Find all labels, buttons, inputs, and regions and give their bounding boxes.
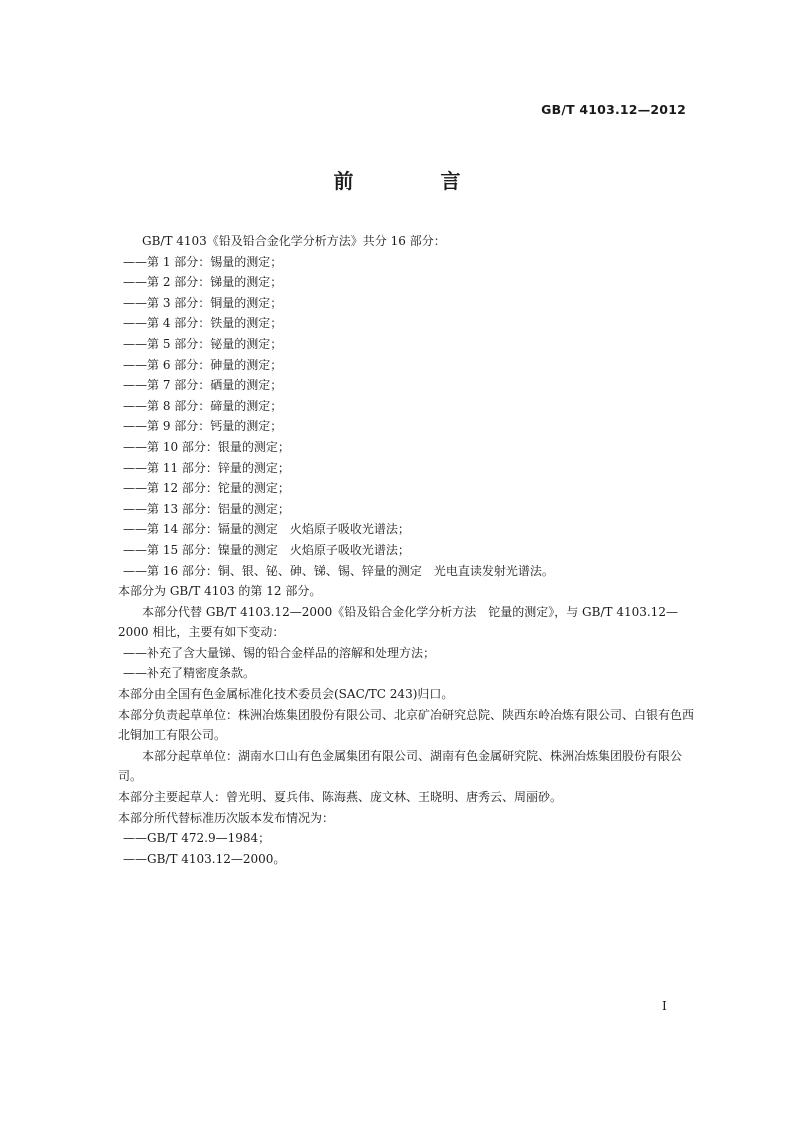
- proposed-by-paragraph: 本部分由全国有色金属标准化技术委员会(SAC/TC 243)归口。: [118, 687, 454, 702]
- history-list-item: ——GB/T 4103.12—2000。: [123, 851, 286, 866]
- part-list-item: ——第 5 部分：铋量的测定；: [123, 336, 283, 351]
- part-list-item: ——第 13 部分：铝量的测定；: [123, 501, 290, 516]
- change-list-item: ——补充了精密度条款。: [123, 666, 256, 681]
- part-list-item: ——第 11 部分：锌量的测定；: [123, 460, 290, 475]
- part-list-item: ——第 10 部分：银量的测定；: [123, 439, 290, 454]
- foreword-body: [118, 231, 694, 869]
- page-title: 前 言: [333, 169, 501, 193]
- change-list-item: ——补充了含大量锑、锡的铅合金样品的溶解和处理方法；: [123, 645, 436, 660]
- part-list-item: ——第 6 部分：砷量的测定；: [123, 357, 283, 372]
- part-list-item: ——第 7 部分：硒量的测定；: [123, 378, 283, 393]
- part-list-item: ——第 8 部分：碲量的测定；: [123, 398, 283, 413]
- intro-paragraph: GB/T 4103《铅及铅合金化学分析方法》共分 16 部分：: [142, 234, 446, 248]
- part-list-item: ——第 4 部分：铁量的测定；: [123, 316, 283, 331]
- part-list-item: ——第 2 部分：锑量的测定；: [123, 275, 283, 290]
- drafters-paragraph: 本部分主要起草人：曾光明、夏兵伟、陈海燕、庞文林、王晓明、唐秀云、周丽砂。: [118, 790, 563, 805]
- part-list-item: ——第 3 部分：铜量的测定；: [123, 295, 283, 310]
- history-list-item: ——GB/T 472.9—1984；: [123, 831, 271, 846]
- part-list-item: ——第 14 部分：镉量的测定 火焰原子吸收光谱法；: [123, 522, 410, 537]
- responsible-units-paragraph: 本部分负责起草单位：株洲冶炼集团股份有限公司、北京矿冶研究总院、陕西东岭冶炼有限公司、白银有色西北铜加工有限公司。: [118, 707, 695, 743]
- part-list-item: ——第 9 部分：钙量的测定；: [123, 419, 283, 434]
- part-list-item: ——第 16 部分：铜、银、铋、砷、锑、锡、锌量的测定 光电直读发射光谱法。: [123, 563, 554, 578]
- part-list-item: ——第 1 部分：锡量的测定；: [123, 254, 283, 269]
- part-list-item: ——第 12 部分：铊量的测定；: [123, 481, 290, 496]
- page-number: I: [662, 999, 667, 1013]
- drafting-units-paragraph: 本部分起草单位：湖南水口山有色金属集团有限公司、湖南有色金属研究院、株洲冶炼集团股份有限公司。: [118, 748, 683, 784]
- replaces-paragraph: 本部分代替 GB/T 4103.12—2000《铅及铅合金化学分析方法 铊量的测定》，与 GB/T 4103.12—2000 相比，主要有如下变动：: [118, 604, 678, 640]
- this-part-paragraph: 本部分为 GB/T 4103 的第 12 部分。: [118, 584, 322, 599]
- part-list-item: ——第 15 部分：镍量的测定 火焰原子吸收光谱法；: [123, 542, 410, 557]
- history-intro-paragraph: 本部分所代替标准历次版本发布情况为：: [118, 810, 335, 825]
- standard-number: GB/T 4103.12—2012: [541, 102, 686, 117]
